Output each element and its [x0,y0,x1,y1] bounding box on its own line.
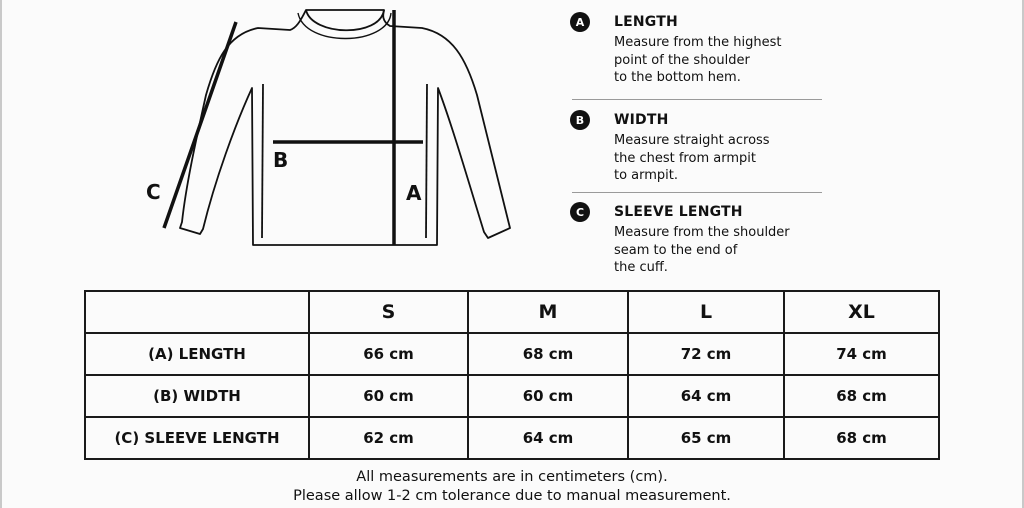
table-cell: 62 cm [309,417,468,459]
guide-divider [572,192,822,193]
guide-title-width: WIDTH [614,112,669,128]
guide-desc-line: seam to the end of [614,242,738,258]
badge-c: C [570,202,590,222]
label-b: B [273,148,289,172]
row-label: (C) SLEEVE LENGTH [85,417,309,459]
table-corner-cell [85,291,309,333]
table-cell: 64 cm [628,375,784,417]
guide-desc-line: point of the shoulder [614,52,750,68]
footer-note-tolerance: Please allow 1-2 cm tolerance due to manual measurement. [293,488,731,504]
table-cell: 64 cm [468,417,628,459]
guide-title-length: LENGTH [614,14,678,30]
size-header-xl: XL [784,291,939,333]
table-cell: 68 cm [468,333,628,375]
guide-desc-line: to armpit. [614,168,679,183]
guide-desc-line: the chest from armpit [614,150,756,166]
table-header-row [85,291,939,333]
footer-note-units: All measurements are in centimeters (cm). [356,469,668,485]
guide-desc-sleeve-length [614,224,824,277]
guide-desc-line: the cuff. [614,260,668,275]
guide-desc-line: Measure from the highest [614,35,782,50]
label-c: C [146,180,161,204]
guide-desc-line: to the bottom hem. [614,70,741,85]
table-row [85,333,939,375]
table-cell: 60 cm [309,375,468,417]
guide-title-sleeve-length: SLEEVE LENGTH [614,204,743,220]
size-header-s: S [309,291,468,333]
guide-desc-line: Measure from the shoulder [614,225,790,240]
sweater-diagram [0,0,560,280]
table-cell: 66 cm [309,333,468,375]
size-header-m: M [468,291,628,333]
table-cell: 74 cm [784,333,939,375]
table-cell: 72 cm [628,333,784,375]
size-chart-table [84,290,940,460]
guide-divider [572,99,822,100]
row-label: (B) WIDTH [85,375,309,417]
size-header-l: L [628,291,784,333]
badge-b: B [570,110,590,130]
guide-desc-line: Measure straight across [614,133,770,148]
table-row [85,375,939,417]
guide-desc-length [614,34,824,87]
guide-desc-width [614,132,824,185]
table-row [85,417,939,459]
table-cell: 68 cm [784,375,939,417]
row-label: (A) LENGTH [85,333,309,375]
table-cell: 65 cm [628,417,784,459]
label-a: A [406,181,422,205]
measure-line-c [164,22,236,228]
table-cell: 60 cm [468,375,628,417]
badge-a: A [570,12,590,32]
table-cell: 68 cm [784,417,939,459]
